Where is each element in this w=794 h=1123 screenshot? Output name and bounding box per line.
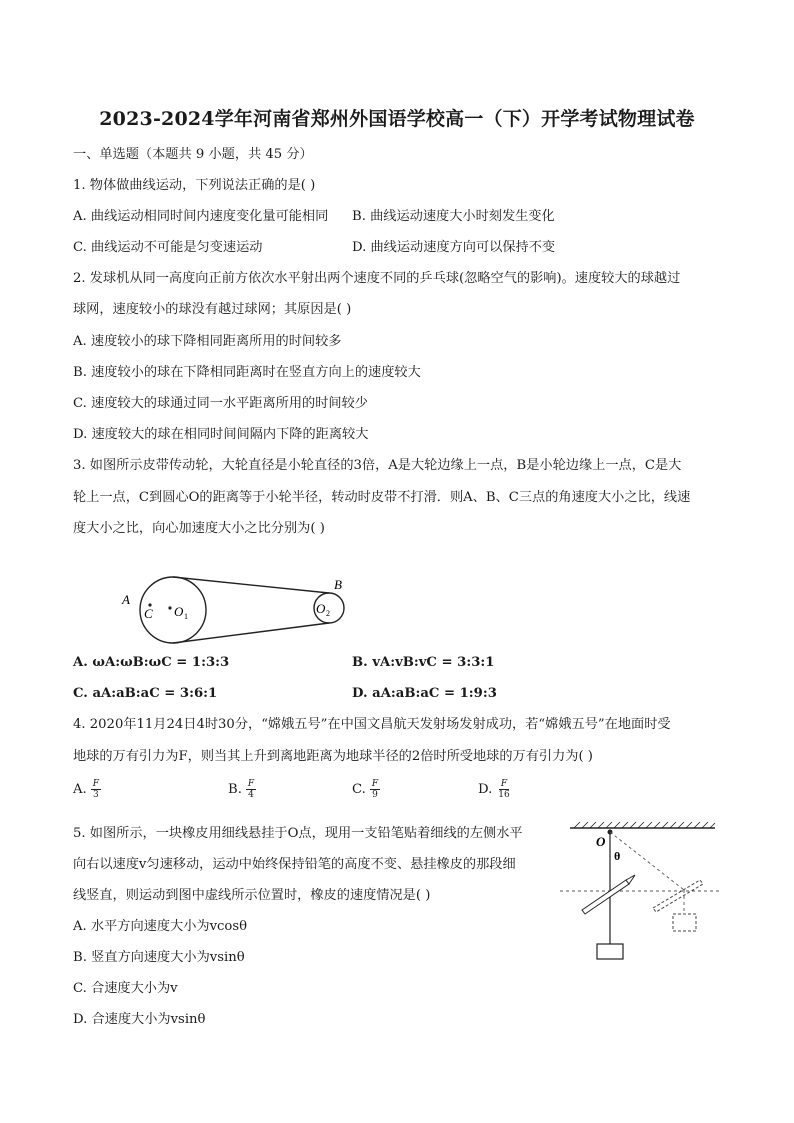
q1-option-a[interactable]: A. 曲线运动相同时间内速度变化量可能相同 <box>73 209 329 224</box>
q4-option-a[interactable] <box>73 779 101 800</box>
q2-option-a[interactable]: A. 速度较小的球下降相同距离所用的时间较多 <box>73 334 342 349</box>
q3-option-d[interactable]: D. aA:aB:aC = 1:9:3 <box>352 686 497 701</box>
q4-option-b[interactable] <box>228 779 256 800</box>
q5-option-b[interactable]: B. 竖直方向速度大小为vsinθ <box>73 950 245 965</box>
section-heading: 一、单选题（本题共 9 小题，共 45 分） <box>73 147 313 162</box>
q3-stem-line2: 轮上一点，C到圆心O的距离等于小轮半径，转动时皮带不打滑．则A、B、C三点的角速度大小之比，线速 <box>73 490 691 505</box>
label-o2: O <box>316 601 326 616</box>
center-o1-dot <box>168 606 171 609</box>
label-a: A <box>122 592 130 607</box>
label-theta: θ <box>614 849 621 863</box>
q2-option-c[interactable]: C. 速度较大的球通过同一水平距离所用的时间较少 <box>73 396 368 411</box>
label-o2-subscript: 2 <box>326 609 330 618</box>
q5-option-c[interactable]: C. 合速度大小为v <box>73 981 178 996</box>
q4-option-d[interactable] <box>478 779 512 800</box>
q5-stem-line3: 线竖直，则运动到图中虚线所示位置时，橡皮的速度情况是( ) <box>73 888 431 903</box>
q1-option-b[interactable]: B. 曲线运动速度大小时刻发生变化 <box>352 209 555 224</box>
label-o1: O <box>174 604 184 619</box>
ceiling-hatching <box>574 822 715 828</box>
label-b: B <box>334 577 342 592</box>
belt-pulley-diagram <box>118 568 358 648</box>
label-c: C <box>144 606 153 621</box>
page-title: 2023-2024学年河南省郑州外国语学校高一（下）开学考试物理试卷 <box>99 108 695 130</box>
q2-option-d[interactable]: D. 速度较大的球在相同时间间隔内下降的距离较大 <box>73 427 369 442</box>
q4-option-d-fraction: $\frac{F}{16}$ <box>498 779 510 800</box>
eraser <box>597 944 623 959</box>
inclined-string-dashed <box>610 832 684 890</box>
q3-stem-line1: 3. 如图所示皮带传动轮，大轮直径是小轮直径的3倍，A是大轮边缘上一点，B是小轮边缘上一点，C是大 <box>73 458 682 473</box>
q2-stem-line2: 球网，速度较小的球没有越过球网；其原因是( ) <box>73 302 352 317</box>
q3-option-a[interactable]: A. ωA:ωB:ωC = 1:3:3 <box>73 655 230 670</box>
q4-stem-line2: 地球的万有引力为F，则当其上升到离地距离为地球半径的2倍时所受地球的万有引力为( ) <box>73 749 593 764</box>
q5-option-d[interactable]: D. 合速度大小为vsinθ <box>73 1012 206 1027</box>
q4-stem-line1: 4. 2020年11月24日4时30分，“嫦娥五号”在中国文昌航天发射场发射成功，若“嫦娥五号”在地面时受 <box>73 717 671 732</box>
q5-option-a[interactable]: A. 水平方向速度大小为vcosθ <box>73 919 248 934</box>
q5-stem-line2: 向右以速度v匀速移动，运动中始终保持铅笔的高度不变、悬挂橡皮的那段细 <box>73 857 516 872</box>
q1-stem: 1. 物体做曲线运动，下列说法正确的是( ) <box>73 178 316 193</box>
q1-option-c[interactable]: C. 曲线运动不可能是匀变速运动 <box>73 240 263 255</box>
q4-option-c[interactable] <box>352 779 380 800</box>
q4-option-a-label: A. <box>73 782 87 797</box>
q4-option-c-fraction: $\frac{F}{9}$ <box>371 779 379 800</box>
q3-option-c[interactable]: C. aA:aB:aC = 3:6:1 <box>73 686 218 701</box>
q2-option-b[interactable]: B. 速度较小的球在下降相同距离时在竖直方向上的速度较大 <box>73 365 421 380</box>
q1-option-d[interactable]: D. 曲线运动速度方向可以保持不变 <box>352 240 556 255</box>
q5-stem-line1: 5. 如图所示，一块橡皮用细线悬挂于O点，现用一支铅笔贴着细线的左侧水平 <box>73 826 523 841</box>
q4-option-b-label: B. <box>228 782 242 797</box>
belt-top <box>173 577 329 593</box>
q4-option-b-fraction: $\frac{F}{4}$ <box>247 779 255 800</box>
q3-option-b[interactable]: B. vA:vB:vC = 3:3:1 <box>352 655 495 670</box>
pencil <box>582 875 635 914</box>
q2-stem-line1: 2. 发球机从同一高度向正前方依次水平射出两个速度不同的乒乓球(忽略空气的影响)。速度较大的球越过 <box>73 271 681 286</box>
pencil-eraser-diagram <box>560 816 720 966</box>
q4-option-a-fraction: $\frac{F}{3}$ <box>92 779 99 800</box>
q4-option-c-label: C. <box>352 782 366 797</box>
eraser-dashed <box>673 914 696 931</box>
label-o: O <box>596 834 606 849</box>
label-o1-subscript: 1 <box>184 612 188 621</box>
q4-option-d-label: D. <box>478 782 493 797</box>
q3-stem-line3: 度大小之比，向心加速度大小之比分别为( ) <box>73 521 325 536</box>
